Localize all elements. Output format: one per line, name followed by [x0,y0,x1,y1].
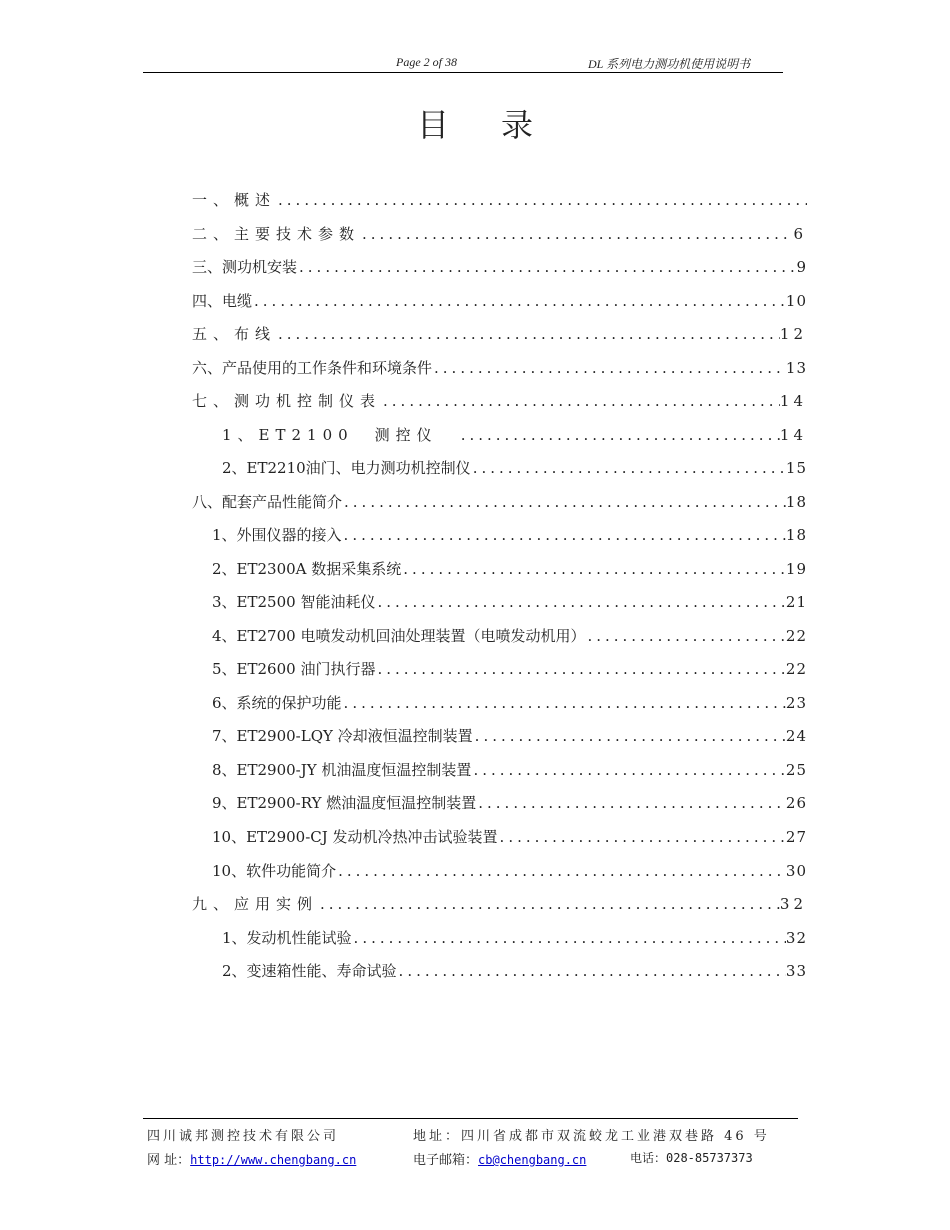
toc-entry[interactable] [192,183,807,217]
toc-entry-page: 14 [779,426,807,444]
toc-entry[interactable] [212,719,807,753]
toc-entry[interactable] [222,418,807,452]
email-label: 电子邮箱： [413,1153,479,1168]
toc-entry-label: 8、ET2900-JY 机油温度恒温控制装置 [212,761,472,779]
toc-entry[interactable] [222,451,807,485]
toc-entry[interactable] [192,250,807,284]
dot-leader [342,518,786,552]
toc-entry-label: 2、变速箱性能、寿命试验 [222,962,397,980]
website-link[interactable]: http://www.chengbang.cn [190,1153,357,1167]
dot-leader [252,284,786,318]
toc-entry-label: 二、主要技术参数 [192,225,361,243]
toc-entry-label: 1、发动机性能试验 [222,929,352,947]
toc-entry[interactable] [212,652,807,686]
footer-phone [630,1149,753,1166]
toc-entry[interactable] [192,351,807,385]
toc-entry[interactable] [212,518,807,552]
page-number: Page 2 of 38 [396,55,457,69]
toc-entry-label: 五、布线 [192,325,277,343]
dot-leader [375,652,785,686]
toc-entry[interactable] [222,921,807,955]
website-label: 网 址： [147,1153,191,1168]
toc-entry-page: 19 [785,560,807,578]
dot-leader [498,820,786,854]
toc-entry-label: 三、测功机安装 [192,258,298,276]
toc-entry-page: 30 [785,862,807,880]
toc-entry-label: 10、软件功能简介 [212,862,337,880]
toc-entry-page: 9 [796,258,807,276]
dot-leader [473,719,786,753]
address-text: 地址：四川省成都市双流蛟龙工业港双巷路 46 号 [413,1129,770,1144]
dot-leader [276,183,807,217]
toc-entry-page: 26 [785,794,807,812]
toc-entry[interactable] [192,384,807,418]
toc-entry-label: 3、ET2500 智能油耗仪 [212,593,376,611]
toc-entry-page: 33 [785,962,807,980]
toc-entry-label: 八、配套产品性能简介 [192,493,343,511]
toc-entry-page: 14 [779,392,807,410]
toc-entry-label: 四、电缆 [192,292,253,310]
dot-leader [585,619,785,653]
toc-entry-page: 15 [785,459,807,477]
document-title: DL 系列电力测功机使用说明书 [588,57,751,71]
dot-leader [342,686,786,720]
toc-entry-page: 27 [785,828,807,846]
toc-entry[interactable] [212,552,807,586]
page-header [143,52,783,73]
toc-entry[interactable] [212,619,807,653]
dot-leader [471,753,785,787]
toc-entry[interactable] [212,753,807,787]
toc-entry-label: 2、ET2300A 数据采集系统 [212,560,402,578]
dot-leader [476,786,786,820]
dot-leader [352,921,786,955]
toc-entry-label: 7、ET2900-LQY 冷却液恒温控制装置 [212,727,473,745]
toc-entry[interactable] [192,217,807,251]
toc-entry-page: 10 [785,292,807,310]
footer-line-1 [147,1125,339,1144]
toc-entry-label: 9、ET2900-RY 燃油温度恒温控制装置 [212,794,477,812]
toc-entry[interactable] [212,820,807,854]
dot-leader [432,351,786,385]
toc-entry-label: 2、ET2210油门、电力测功机控制仪 [222,459,471,477]
toc-entry-page: 12 [779,325,807,343]
toc-entry-label: 1、ET2100 测控仪 [222,426,459,444]
toc-entry[interactable] [192,887,807,921]
toc-entry-label: 六、产品使用的工作条件和环境条件 [192,359,433,377]
toc-entry[interactable] [212,854,807,888]
toc-entry-page: 21 [785,593,807,611]
dot-leader [459,418,780,452]
toc-entry-page: 32 [779,895,807,913]
toc-entry-page: 32 [785,929,807,947]
toc-heading: 目录 [416,106,585,144]
dot-leader [375,585,785,619]
page-footer [143,1118,798,1179]
toc-entry[interactable] [192,485,807,519]
toc-entry-label: 5、ET2600 油门执行器 [212,660,376,678]
toc-entry-page: 18 [785,493,807,511]
toc-entry-page: 22 [785,627,807,645]
toc-entry-page: 24 [785,727,807,745]
footer-address [413,1125,770,1144]
dot-leader [381,384,780,418]
toc-entry-label: 一、概述 [192,191,277,209]
toc-entry-page: 25 [785,761,807,779]
footer-line-2 [147,1149,356,1168]
dot-leader [471,451,786,485]
toc-entry-label: 10、ET2900-CJ 发动机冷热冲击试验装置 [212,828,498,846]
toc-entry-label: 九、应用实例 [192,895,319,913]
toc-entry[interactable] [192,317,807,351]
toc-entry-page: 6 [793,225,807,243]
dot-leader [318,887,780,921]
dot-leader [342,485,786,519]
toc-entry-page: 13 [785,359,807,377]
toc-entry-page: 18 [785,526,807,544]
dot-leader [297,250,796,284]
email-link[interactable]: cb@chengbang.cn [478,1153,587,1167]
toc-entry-label: 七、测功机控制仪表 [192,392,382,410]
footer-email [413,1149,586,1168]
toc-entry-page: 23 [785,694,807,712]
toc-entry[interactable] [222,954,807,988]
toc-entry[interactable] [212,786,807,820]
toc-entry[interactable] [192,284,807,318]
dot-leader [276,317,780,351]
dot-leader [397,954,786,988]
dot-leader [360,217,793,251]
dot-leader [336,854,786,888]
toc-entry-page: 22 [785,660,807,678]
toc-entry[interactable] [212,686,807,720]
toc-entry-label: 6、系统的保护功能 [212,694,342,712]
toc-entry-label: 1、外围仪器的接入 [212,526,342,544]
toc-entry-label: 4、ET2700 电喷发动机回油处理装置（电喷发动机用） [212,627,586,645]
phone-text: 电话：028-85737373 [630,1151,753,1165]
toc-entry[interactable] [212,585,807,619]
dot-leader [401,552,786,586]
company-name: 四川诚邦测控技术有限公司 [147,1129,340,1144]
